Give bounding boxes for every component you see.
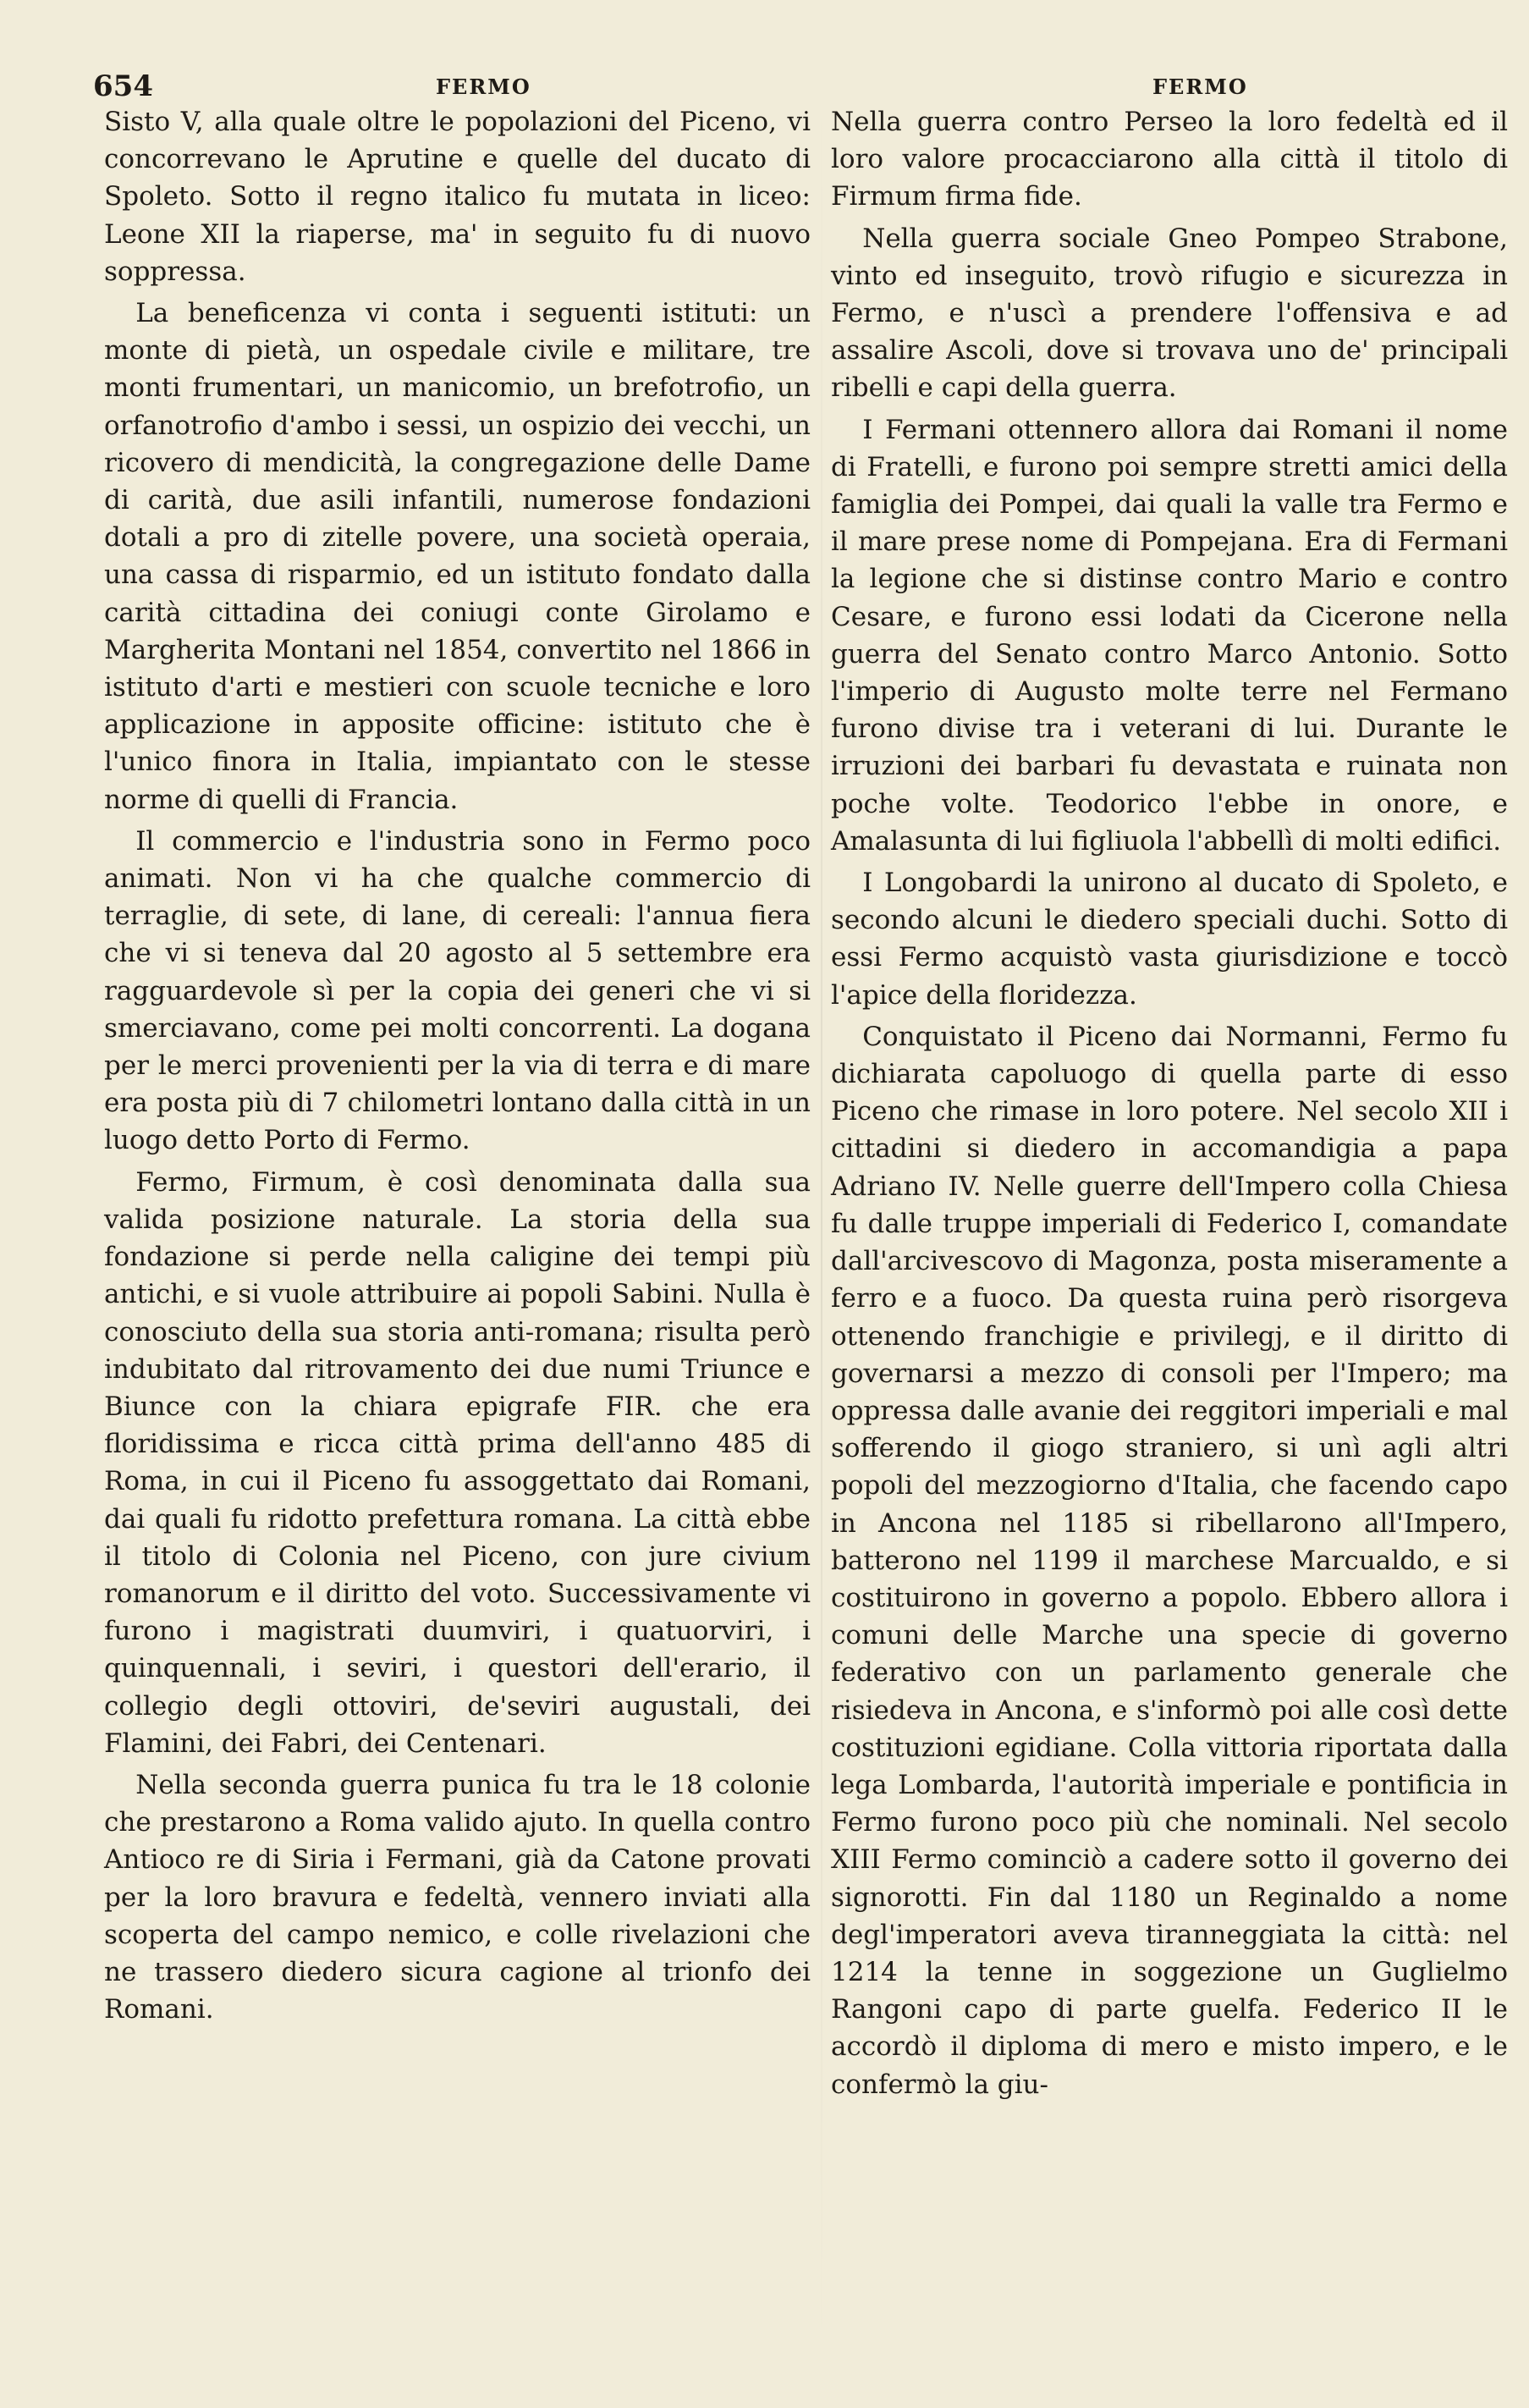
page-number: 654 xyxy=(93,69,153,103)
right-column xyxy=(831,103,1508,2108)
paragraph: Il commercio e l'industria sono in Fermo poco animati. Non vi ha che qualche commercio di terraglie, di sete, di lane, di cereali: l'annua fiera che vi si teneva dal 20 agosto al 5 settembre era ragguardevole sì per la copia dei generi che vi si smerciavano, come pei molti concorrenti. La dogana per le merci provenienti per la via di terra e di mare era posta più di 7 chilometri lontano dalla città in un luogo detto Porto di Fermo. xyxy=(104,825,811,1156)
paragraph: Nella guerra sociale Gneo Pompeo Strabone, vinto ed inseguito, trovò rifugio e sicurezza in Fermo, e n'uscì a prendere l'offensiva e ad assalire Ascoli, dove si trovava uno de' principali ribelli e capi della guerra. xyxy=(831,223,1508,404)
paragraph: Nella guerra contro Perseo la loro fedeltà ed il loro valore procacciarono alla città il titolo di Firmum firma fide. xyxy=(831,107,1508,212)
running-head-left: FERMO xyxy=(436,74,531,99)
paragraph: Nella seconda guerra punica fu tra le 18 colonie che prestarono a Roma valido ajuto. In quella contro Antioco re di Siria i Fermani, già da Catone provati per la loro bravura e fedeltà, vennero inviati alla scoperta del campo nemico, e colle rivelazioni che ne trassero diedero sicura cagione al trionfo dei Romani. xyxy=(104,1769,811,2025)
left-column xyxy=(104,103,811,2032)
paragraph: Sisto V, alla quale oltre le popolazioni del Piceno, vi concorrevano le Aprutine e quelle del ducato di Spoleto. Sotto il regno italico fu mutata in liceo: Leone XII la riaperse, ma' in seguito fu di nuovo soppressa. xyxy=(104,107,811,287)
paragraph: Conquistato il Piceno dai Normanni, Fermo fu dichiarata capoluogo di quella parte di esso Piceno che rimase in loro potere. Nel secolo XII i cittadini si diedero in accomandigia a papa Adriano IV. Nelle guerre dell'Impero colla Chiesa fu dalle truppe imperiali di Federico I, comandate dall'arcivescovo di Magonza, posta miseramente a ferro e a fuoco. Da questa ruina però risorgeva ottenendo franchigie e privilegj, e il diritto di governarsi a mezzo di consoli per l'Impero; ma oppressa dalle avanie dei reggitori imperiali e mal sofferendo il giogo straniero, si unì agli altri popoli del mezzogiorno d'Italia, che facendo capo in Ancona nel 1185 si ribellarono all'Impero, batterono nel 1199 il marchese Marcualdo, e si costituirono in governo a popolo. Ebbero allora i comuni delle Marche una specie di governo federativo con un parlamento generale che risiedeva in Ancona, e s'informò poi alle così dette costituzioni egidiane. Colla vittoria riportata dalla lega Lombarda, l'autorità imperiale e pontificia in Fermo furono poco più che nominali. Nel secolo XIII Fermo cominciò a cadere sotto il governo dei signorotti. Fin dal 1180 un Reginaldo a nome degl'imperatori aveva tiranneggiata la città: nel 1214 la tenne in soggezione un Guglielmo Rangoni capo di parte guelfa. Federico II le accordò il diploma di mero e misto impero, e le confermò la giu- xyxy=(831,1021,1508,2100)
paragraph: La beneficenza vi conta i seguenti istituti: un monte di pietà, un ospedale civile e militare, tre monti frumentari, un manicomio, un brefotrofio, un orfanotrofio d'ambo i sessi, un ospizio dei vecchi, un ricovero di mendicità, la congregazione delle Dame di carità, due asili infantili, numerose fondazioni dotali a pro di zitelle povere, una società operaia, una cassa di risparmio, ed un istituto fondato dalla carità cittadina dei coniugi conte Girolamo e Margherita Montani nel 1854, convertito nel 1866 in istituto d'arti e mestieri con scuole tecniche e loro applicazione in apposite officine: istituto che è l'unico finora in Italia, impiantato con le stesse norme di quelli di Francia. xyxy=(104,298,811,815)
column-gutter xyxy=(821,85,822,2361)
paragraph: Fermo, Firmum, è così denominata dalla sua valida posizione naturale. La storia della sua fondazione si perde nella caligine dei tempi più antichi, e si vuole attribuire ai popoli Sabini. Nulla è conosciuto della sua storia anti-romana; risulta però indubitato dal ritrovamento dei due numi Triunce e Biunce con la chiara epigrafe FIR. che era floridissima e ricca città prima dell'anno 485 di Roma, in cui il Piceno fu assoggettato dai Romani, dai quali fu ridotto prefettura romana. La città ebbe il titolo di Colonia nel Piceno, con jure civium romanorum e il diritto del voto. Successivamente vi furono i magistrati duumviri, i quatuorviri, i quinquennali, i seviri, i questori dell'erario, il collegio degli ottoviri, de'seviri augustali, dei Flamini, dei Fabri, dei Centenari. xyxy=(104,1166,811,1759)
paragraph: I Longobardi la unirono al ducato di Spoleto, e secondo alcuni le diedero speciali duchi. Sotto di essi Fermo acquistò vasta giurisdizione e toccò l'apice della floridezza. xyxy=(831,868,1508,1011)
paragraph: I Fermani ottennero allora dai Romani il nome di Fratelli, e furono poi sempre stretti amici della famiglia dei Pompei, dai quali la valle tra Fermo e il mare prese nome di Pompejana. Era di Fermani la legione che si distinse contro Mario e contro Cesare, e furono essi lodati da Cicerone nella guerra del Senato contro Marco Antonio. Sotto l'imperio di Augusto molte terre nel Fermano furono divise tra i veterani di lui. Durante le irruzioni dei barbari fu devastata e ruinata non poche volte. Teodorico l'ebbe in onore, e Amalasunta di lui figliuola l'abbellì di molti edifici. xyxy=(831,414,1508,857)
running-head-right: FERMO xyxy=(1152,74,1248,99)
